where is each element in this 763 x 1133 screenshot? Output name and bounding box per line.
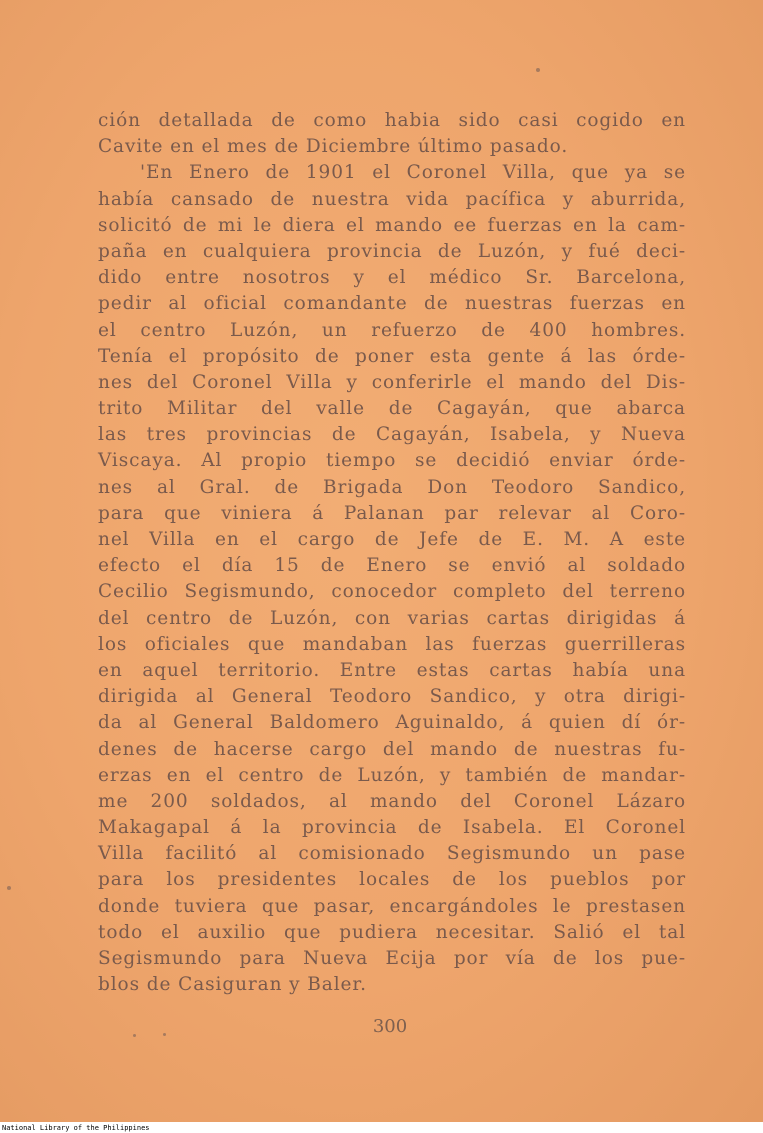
text-line: efecto el día 15 de Enero se envió al soldado (98, 555, 686, 577)
text-line: nes del Coronel Villa y conferirle el mando del Dis- (98, 371, 686, 393)
text-line: las tres provincias de Cagayán, Isabela, y Nueva (98, 424, 686, 446)
text-line: había cansado de nuestra vida pacífica y aburrida, (98, 188, 686, 210)
text-line: donde tuviera que pasar, encargándoles le prestasen (98, 895, 686, 917)
text-line: 'En Enero de 1901 el Coronel Villa, que ya se (140, 162, 686, 184)
text-line: para que viniera á Palanan par relevar al Coro- (98, 502, 686, 524)
text-line: Villa facilitó al comisionado Segismundo un pase (98, 843, 686, 865)
text-line: ción detallada de como habia sido casi cogido en (98, 110, 686, 131)
text-line: erzas en el centro de Luzón, y también de mandar- (98, 764, 686, 786)
ink-speck (163, 1033, 166, 1036)
text-line: Cecilio Segismundo, conocedor completo del terreno (98, 581, 686, 603)
text-line: dirigida al General Teodoro Sandico, y otra dirigi- (98, 686, 686, 708)
text-line: Tenía el propósito de poner esta gente á las órde- (98, 345, 686, 367)
text-line: denes de hacerse cargo del mando de nuestras fu- (98, 738, 686, 760)
text-line: para los presidentes locales de los pueblos por (98, 869, 686, 891)
ink-speck (7, 886, 11, 890)
page-number: 300 (372, 1016, 408, 1037)
text-line: solicitó de mi le diera el mando ee fuerzas en la cam- (98, 214, 686, 236)
text-line: Viscaya. Al propio tiempo se decidió enviar órde- (98, 450, 686, 472)
text-line: pedir al oficial comandante de nuestras fuerzas en (98, 293, 686, 315)
text-line: trito Militar del valle de Cagayán, que abarca (98, 398, 686, 420)
text-line: Makagapal á la provincia de Isabela. El Coronel (98, 817, 686, 839)
text-line: Cavite en el mes de Diciembre último pasado. (98, 136, 569, 158)
text-line: en aquel territorio. Entre estas cartas había una (98, 659, 686, 681)
text-line: da al General Baldomero Aguinaldo, á quien dí ór- (98, 712, 686, 734)
text-line: dido entre nosotros y el médico Sr. Barcelona, (98, 267, 686, 289)
text-line: Segismundo para Nueva Ecija por vía de los pue- (98, 948, 686, 969)
text-line: los oficiales que mandaban las fuerzas guerrilleras (98, 633, 686, 655)
text-line: todo el auxilio que pudiera necesitar. Salió el tal (98, 921, 686, 943)
body-text (98, 108, 686, 998)
ink-speck (133, 1034, 136, 1037)
text-line: paña en cualquiera provincia de Luzón, y fué deci- (98, 240, 686, 262)
library-credit: National Library of the Philippines (2, 1124, 150, 1132)
text-line: nes al Gral. de Brigada Don Teodoro Sandico, (98, 476, 686, 498)
text-line: nel Villa en el cargo de Jefe de E. M. A este (98, 529, 686, 550)
text-line: del centro de Luzón, con varias cartas dirigidas á (98, 607, 686, 629)
ink-speck (536, 68, 540, 72)
text-line: blos de Casiguran y Baler. (98, 974, 367, 996)
text-line: me 200 soldados, al mando del Coronel Lázaro (98, 790, 686, 812)
text-line: el centro Luzón, un refuerzo de 400 hombres. (98, 319, 686, 341)
